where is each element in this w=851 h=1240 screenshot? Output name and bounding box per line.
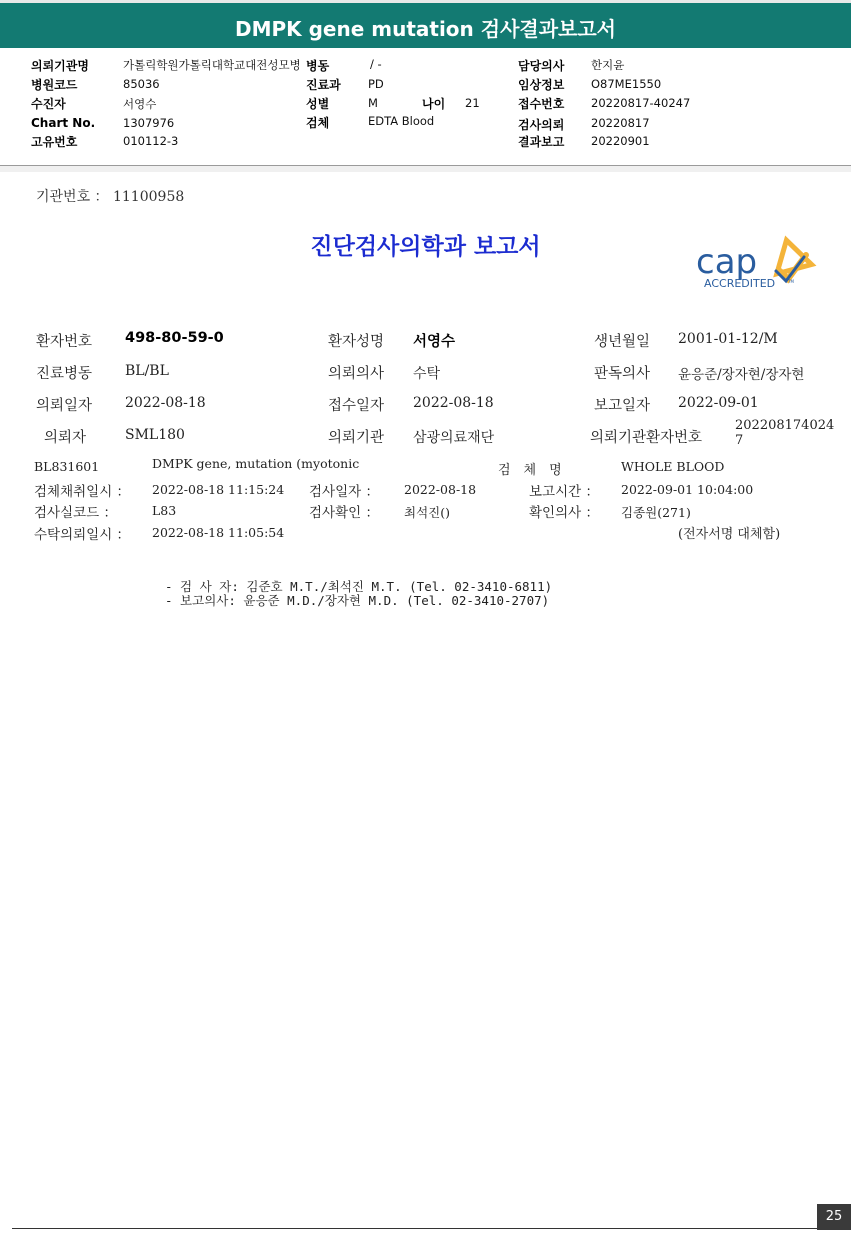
value-receipt-date: 2022-08-18 — [413, 395, 494, 411]
header-value-accession-no: 20220817-40247 — [591, 96, 691, 110]
value-consignment-datetime: 2022-08-18 11:05:54 — [152, 525, 285, 540]
label-institution-patient-no: 의뢰기관환자번호 — [590, 430, 703, 446]
header-label-chart-no: Chart No. — [31, 116, 96, 130]
header-value-attending: 한지윤 — [591, 58, 625, 72]
header-label-hospital-code: 병원코드 — [31, 78, 78, 92]
test-name: DMPK gene, mutation (myotonic — [152, 456, 360, 471]
label-receipt-date: 접수일자 — [328, 398, 385, 414]
label-report-time: 보고시간 ： — [529, 484, 599, 500]
header-value-department: PD — [368, 77, 384, 91]
label-reading-doctor: 판독의사 — [594, 366, 651, 382]
header-value-hospital-code: 85036 — [123, 77, 160, 91]
label-report-date: 보고일자 — [594, 398, 651, 414]
header-value-test-request: 20220817 — [591, 116, 650, 130]
value-test-verification: 최석진() — [404, 505, 450, 520]
institution-number: 기관번호 ： 11100958 — [36, 189, 185, 205]
value-report-time: 2022-09-01 10:04:00 — [621, 482, 754, 497]
label-lab-code: 검사실코드 ： — [34, 505, 117, 521]
label-test-date: 검사일자 ： — [309, 484, 379, 500]
label-request-date: 의뢰일자 — [36, 398, 93, 414]
value-collection-datetime: 2022-08-18 11:15:24 — [152, 482, 285, 497]
header-value-clinical-info: O87ME1550 — [591, 77, 662, 91]
staff-reporting-doctors: - 보고의사: 윤응준 M.D./장자현 M.D. (Tel. 02-3410-2707) — [165, 593, 550, 608]
header-label-unique-no: 고유번호 — [31, 135, 78, 149]
value-patient-name: 서영수 — [413, 334, 456, 350]
header-value-institution: 가톨릭학원가톨릭대학교대전성모병 — [123, 58, 301, 72]
label-collection-datetime: 검체채취일시 ： — [34, 484, 131, 500]
page-number-badge: 25 — [817, 1204, 851, 1230]
report-title: 진단검사의학과 보고서 — [310, 234, 541, 260]
label-test-verification: 검사확인 ： — [309, 505, 379, 521]
test-code: BL831601 — [34, 459, 100, 474]
svg-text:cap: cap — [696, 242, 758, 282]
value-specimen-name: WHOLE BLOOD — [621, 459, 725, 474]
header-label-department: 진료과 — [306, 78, 341, 92]
label-referring-doctor: 의뢰의사 — [328, 366, 385, 382]
svg-text:ACCREDITED: ACCREDITED — [704, 277, 776, 290]
footer-divider — [12, 1228, 817, 1229]
report-header-title: DMPK gene mutation 검사결과보고서 — [234, 17, 616, 41]
value-birth-date: 2001-01-12/M — [678, 331, 778, 347]
header-label-attending: 담당의사 — [518, 59, 565, 73]
value-confirming-doctor: 김종원(271) — [621, 505, 691, 520]
cap-accredited-logo — [688, 235, 818, 295]
header-label-result-report: 결과보고 — [518, 135, 565, 149]
header-label-test-request: 검사의뢰 — [518, 118, 565, 132]
header-label-specimen: 검체 — [306, 116, 330, 130]
header-value-chart-no: 1307976 — [123, 116, 175, 130]
header-value-ward: / - — [370, 57, 382, 71]
esignature-note: (전자서명 대체함) — [678, 527, 781, 542]
header-label-sex: 성별 — [306, 97, 330, 111]
label-ward: 진료병동 — [36, 366, 93, 382]
label-specimen-name: 검 체 명 — [498, 463, 562, 478]
value-patient-number: 498-80-59-0 — [125, 330, 224, 346]
value-ward: BL/BL — [125, 363, 169, 379]
value-referring-doctor: 수탁 — [413, 366, 441, 382]
value-lab-code: L83 — [152, 503, 177, 518]
label-patient-name: 환자성명 — [328, 334, 385, 350]
label-patient-number: 환자번호 — [36, 334, 93, 350]
header-label-clinical-info: 임상정보 — [518, 78, 565, 92]
header-label-age: 나이 — [422, 97, 446, 111]
value-report-date: 2022-09-01 — [678, 395, 759, 411]
value-reading-doctor: 윤응준/장자현/장자현 — [678, 367, 805, 383]
value-test-date: 2022-08-18 — [404, 482, 477, 497]
value-institution-patient-no-line1: 202208174024 — [735, 418, 835, 433]
svg-text:TM: TM — [788, 279, 794, 284]
header-value-age: 21 — [465, 96, 480, 110]
header-label-ward: 병동 — [306, 59, 330, 73]
header-value-specimen: EDTA Blood — [368, 114, 435, 128]
header-value-sex: M — [368, 96, 378, 110]
header-label-institution: 의뢰기관명 — [31, 59, 89, 73]
label-birth-date: 생년월일 — [594, 334, 651, 350]
value-referring-institution: 삼광의료재단 — [413, 430, 495, 446]
header-band — [0, 166, 851, 172]
value-institution-patient-no-line2: 7 — [735, 433, 744, 448]
header-label-accession-no: 접수번호 — [518, 97, 565, 111]
header-label-patient: 수진자 — [31, 97, 66, 111]
label-consignment-datetime: 수탁의뢰일시 ： — [34, 527, 131, 543]
value-request-date: 2022-08-18 — [125, 395, 206, 411]
staff-technicians: - 검 사 자: 김준호 M.T./최석진 M.T. (Tel. 02-3410-6811) — [165, 579, 553, 594]
report-header-bar — [0, 0, 851, 48]
header-value-patient: 서영수 — [123, 97, 157, 111]
header-value-result-report: 20220901 — [591, 134, 650, 148]
value-requester: SML180 — [125, 427, 185, 443]
label-confirming-doctor: 확인의사 ： — [529, 505, 599, 521]
label-referring-institution: 의뢰기관 — [328, 430, 385, 446]
label-requester: 의뢰자 — [44, 430, 87, 446]
header-value-unique-no: 010112-3 — [123, 134, 179, 148]
